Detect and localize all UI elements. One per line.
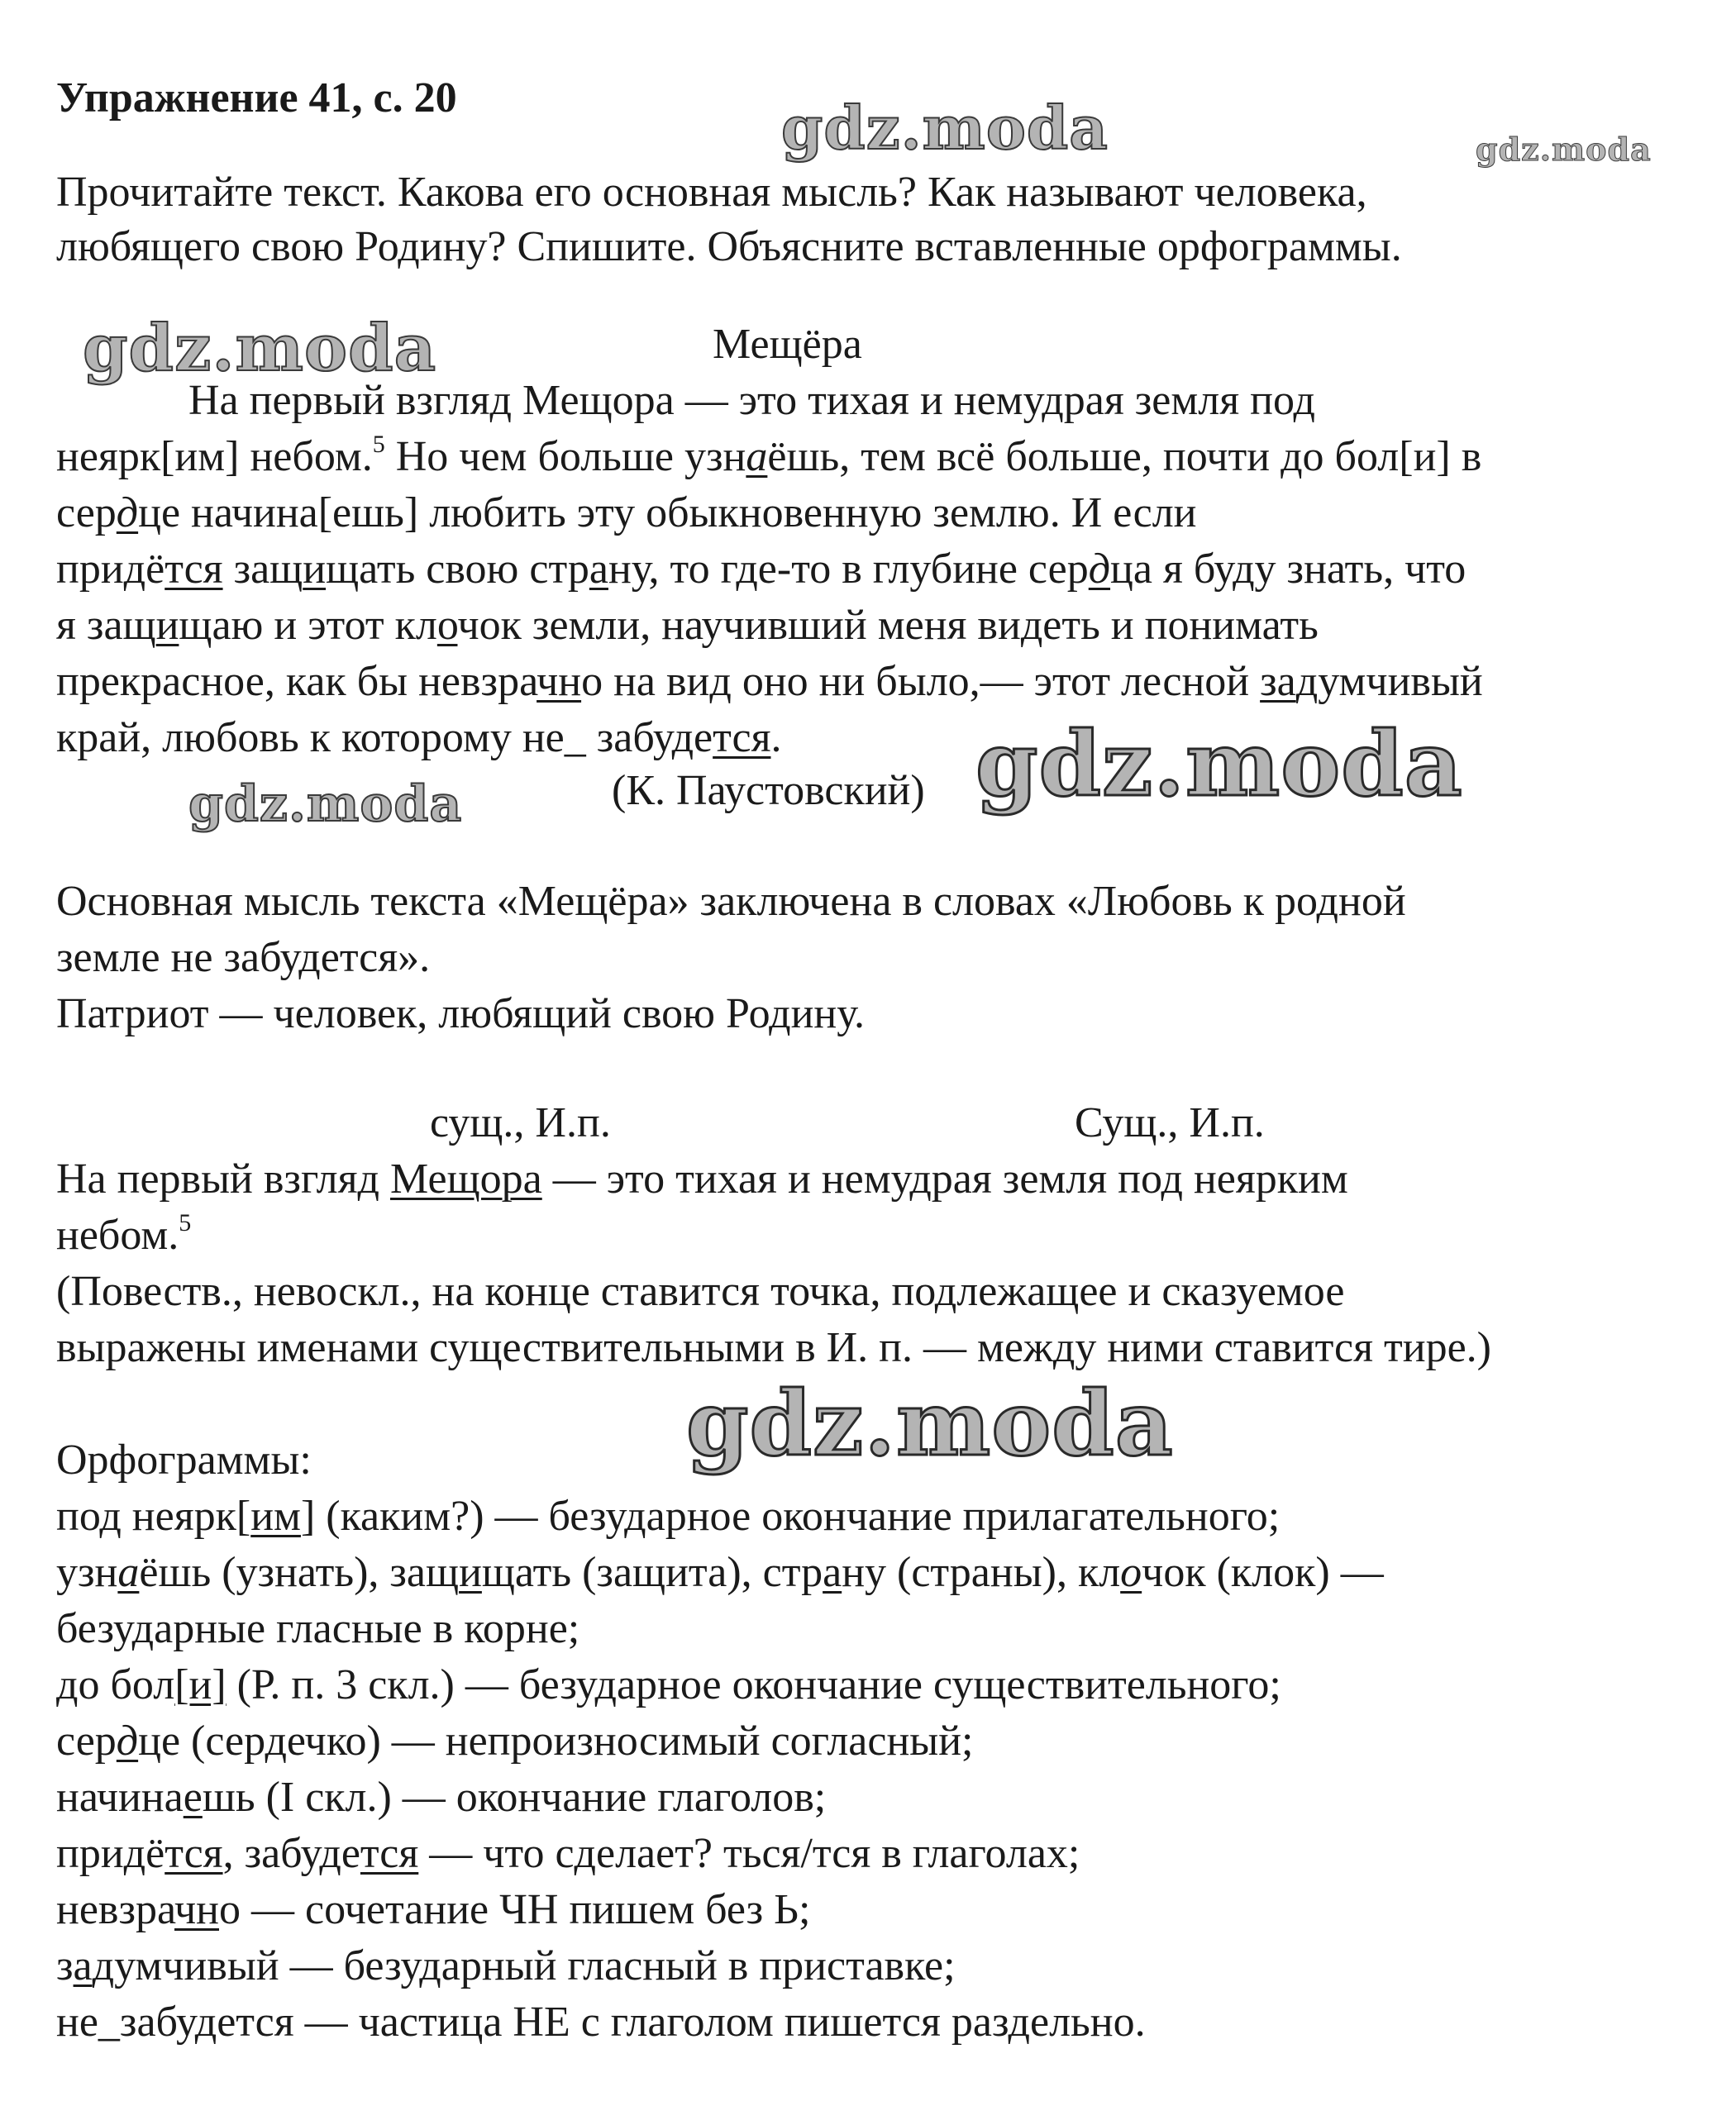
orth-line: безударные гласные в корне; [56,1605,580,1652]
text-line: неярк[им] небом.$^5$ Но чем больше узнаёшь, тем всё больше, почти до бол[и] в [56,431,1482,480]
parse-label: сущ., И.п. [430,1099,611,1146]
parse-label: Сущ., И.п. [1075,1099,1265,1146]
watermark: gdz.moda [781,93,1109,163]
watermark: gdz.moda [188,775,463,833]
text-line: На первый взгляд Мещора — это тихая и немудрая земля под [188,377,1315,424]
parse-note: выражены именами существительными в И. п. — между ними ставится тире.) [56,1324,1491,1371]
watermark: gdz.moda [1476,131,1652,168]
text-line: придётся защищать свою страну, то где-то в глубине сердца я буду знать, что [56,546,1467,593]
orth-line: придётся, забудется — что сделает? ться/тся в глаголах; [56,1830,1080,1877]
orth-line: начинаешь (I скл.) — окончание глаголов; [56,1774,827,1821]
exercise-title: Упражнение 41, с. 20 [56,74,457,121]
text-line: я защищаю и этот клочок земли, научивший меня видеть и понимать [56,602,1319,649]
watermark: gdz.moda [975,712,1463,817]
answer-line: Основная мысль текста «Мещёра» заключена в словах «Любовь к родной [56,878,1406,925]
text-title: Мещёра [713,321,862,368]
watermark: gdz.moda [686,1372,1174,1476]
text-author: (К. Паустовский) [612,767,925,814]
task-line: Прочитайте текст. Какова его основная мысль? Как называют человека, [56,169,1367,216]
text-line: прекрасное, как бы невзрачно на вид оно ни было,— этот лесной задумчивый [56,658,1483,705]
orth-line: под неярк[им] (каким?) — безударное окончание прилагательного; [56,1493,1281,1540]
parse-sentence: На первый взгляд Мещора — это тихая и немудрая земля под неярким [56,1155,1348,1203]
task-line: любящего свою Родину? Спишите. Объясните вставленные орфограммы. [56,223,1402,270]
text-line: сердце начина[ешь] любить эту обыкновенную землю. И если [56,489,1197,536]
orth-line: сердце (сердечко) — непроизносимый согласный; [56,1718,974,1765]
orth-line: узнаёшь (узнать), защищать (защита), страну (страны), клочок (клок) — [56,1549,1384,1596]
watermark: gdz.moda [83,311,437,386]
orth-line: до бол[и] (Р. п. 3 скл.) — безударное окончание существительного; [56,1661,1281,1708]
orth-line: задумчивый — безударный гласный в приставке; [56,1942,956,1989]
parse-sentence: небом.$^5$ [56,1209,192,1259]
answer-line: земле не забудется». [56,934,431,981]
orth-line: невзрачно — сочетание ЧН пишем без Ь; [56,1886,811,1933]
orth-line: не_забудется — частица НЕ с глаголом пишется раздельно. [56,1999,1146,2046]
parse-note: (Повеств., невоскл., на конце ставится точка, подлежащее и сказуемое [56,1268,1345,1315]
answer-line: Патриот — человек, любящий свою Родину. [56,990,866,1037]
text-line: край, любовь к которому не_ забудется. [56,714,782,761]
orth-heading: Орфограммы: [56,1437,312,1484]
